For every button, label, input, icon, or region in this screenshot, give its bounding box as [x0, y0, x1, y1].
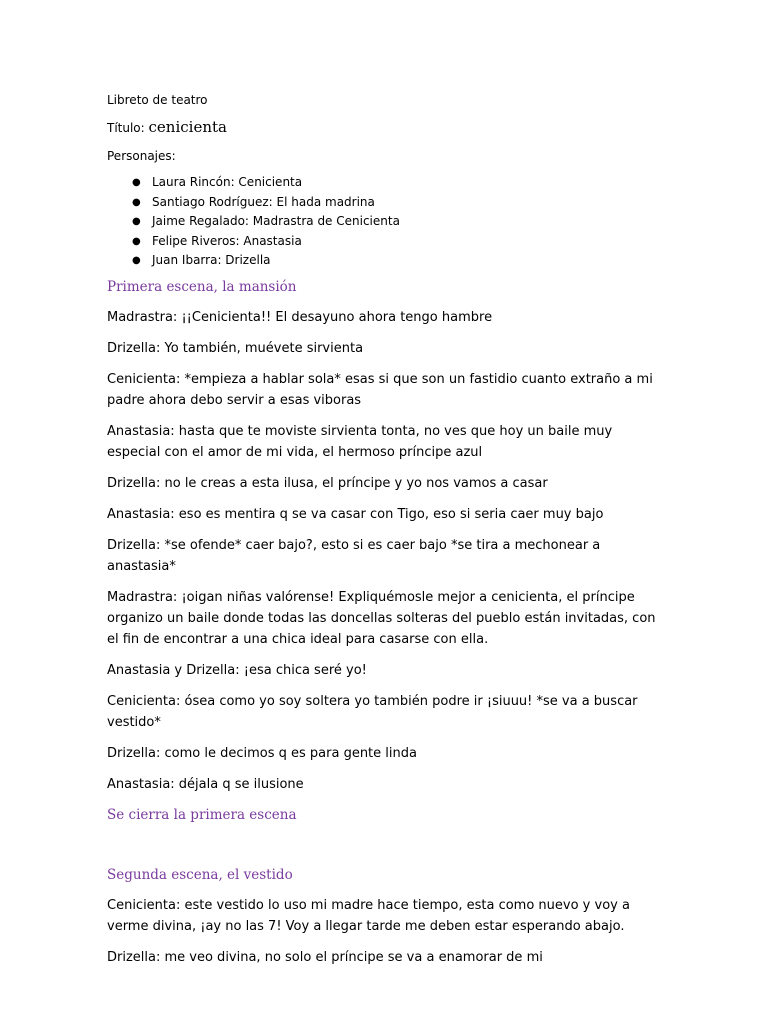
dialogue-line: Cenicienta: este vestido lo uso mi madre hace tiempo, esta como nuevo y voy a verme divina, ¡ay no las 7! Voy a llegar tarde me deben estar esperando abajo. — [107, 897, 630, 934]
character-item: ● Laura Rincón: Cenicienta — [132, 173, 667, 193]
scene-1-heading: Primera escena, la mansión — [107, 278, 297, 295]
section-gap — [107, 835, 667, 865]
document-title: Libreto de teatro — [107, 93, 208, 107]
play-title-label: Título: — [107, 121, 145, 135]
dialogue-line: Drizella: *se ofende* caer bajo?, esto si es caer bajo *se tira a mechonear a anastasia* — [107, 537, 601, 574]
bullet-icon: ● — [132, 255, 141, 266]
characters-list — [107, 173, 667, 271]
character-item: ● Jaime Regalado: Madrastra de Cenicienta — [132, 212, 667, 232]
scene-1-close: Se cierra la primera escena — [107, 806, 297, 823]
dialogue-line: Anastasia y Drizella: ¡esa chica seré yo! — [107, 662, 367, 678]
document-page — [107, 92, 667, 978]
dialogue-line: Drizella: como le decimos q es para gente linda — [107, 745, 417, 761]
dialogue-line: Drizella: me veo divina, no solo el príncipe se va a enamorar de mi — [107, 949, 543, 965]
dialogue-line: Cenicienta: ósea como yo soy soltera yo también podre ir ¡siuuu! *se va a buscar vestido* — [107, 693, 638, 730]
character-item: ● Juan Ibarra: Drizella — [132, 251, 667, 271]
dialogue-line: Anastasia: hasta que te moviste sirvienta tonta, no ves que hoy un baile muy especial con el amor de mi vida, el hermoso príncipe azul — [107, 423, 613, 460]
bullet-icon: ● — [132, 216, 141, 227]
dialogue-line: Drizella: Yo también, muévete sirvienta — [107, 340, 364, 356]
scene-2-heading: Segunda escena, el vestido — [107, 866, 293, 883]
character-item: ● Felipe Riveros: Anastasia — [132, 232, 667, 252]
dialogue-line: Anastasia: déjala q se ilusione — [107, 776, 304, 792]
bullet-icon: ● — [132, 235, 141, 247]
dialogue-line: Madrastra: ¡oigan niñas valórense! Expliquémosle mejor a cenicienta, el príncipe organizo un baile donde todas las doncellas solteras del pueblo están invitadas, con el fin de encontrar a una chica ideal para casarse con ella. — [107, 589, 656, 647]
dialogue-line: Cenicienta: *empieza a hablar sola* esas si que son un fastidio cuanto extraño a mi padre ahora debo servir a esas viboras — [107, 371, 653, 408]
dialogue-line: Anastasia: eso es mentira q se va casar con Tigo, eso si seria caer muy bajo — [107, 506, 604, 522]
character-item: ● Santiago Rodríguez: El hada madrina — [132, 193, 667, 213]
characters-label: Personajes: — [107, 149, 176, 163]
dialogue-line: Madrastra: ¡¡Cenicienta!! El desayuno ahora tengo hambre — [107, 309, 493, 325]
bullet-icon: ● — [132, 196, 141, 208]
play-title-value: cenicienta — [148, 118, 227, 136]
dialogue-line: Drizella: no le creas a esta ilusa, el príncipe y yo nos vamos a casar — [107, 475, 548, 491]
bullet-icon: ● — [132, 177, 141, 188]
play-title-line — [107, 117, 667, 138]
